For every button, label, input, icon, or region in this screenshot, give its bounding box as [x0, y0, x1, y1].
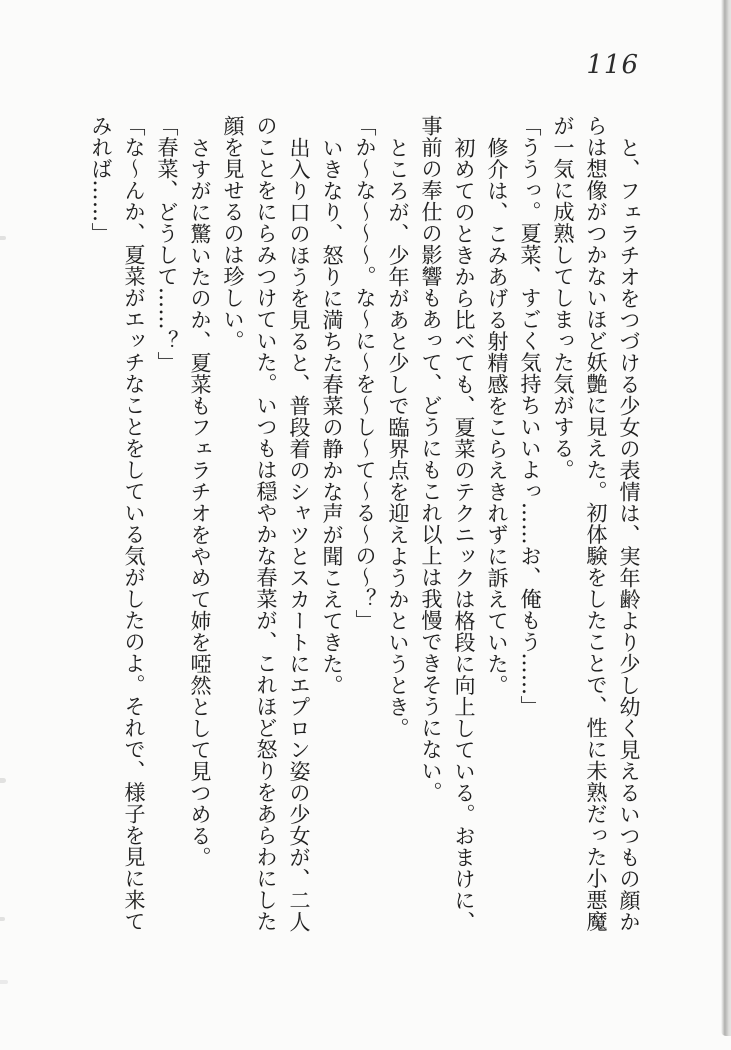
- text-line: さすがに驚いたのか、夏菜もフェラチオをやめて姉を啞然として見つめる。: [188, 137, 212, 868]
- text-line: らは想像がつかないほど妖艶に見えた。初体験をしたことで、性に未熟だった小悪魔: [584, 115, 608, 932]
- text-line: 初めてのときから比べても、夏菜のテクニックは格段に向上している。おまけに、: [452, 137, 476, 933]
- scan-speck: [0, 778, 6, 783]
- text-line: 顔を見せるのは珍しい。: [221, 115, 245, 352]
- text-block: [84, 115, 645, 939]
- text-line: 「な～んか、夏菜がエッチなことをしている気がしたのよ。それで、様子を見に来て: [122, 115, 146, 932]
- scan-speck: [0, 917, 5, 921]
- scan-speck: [0, 236, 6, 240]
- text-line: 出入り口のほうを見ると、普段着のシャツとスカートにエプロン姿の少女が、二人: [287, 137, 311, 933]
- text-line: 「か～な～～～。な～に～を～し～て～る～の～？」: [353, 115, 377, 631]
- page-number: 116: [586, 50, 639, 80]
- text-line: 修介は、こみあげる射精感をこらえきれずに訴えていた。: [485, 137, 509, 696]
- text-line: みれば……」: [89, 115, 113, 244]
- text-line: 「ううっ。夏菜、すごく気持ちいいよっ……お、俺もう……」: [518, 115, 542, 717]
- text-line: 「春菜、どうして……？」: [155, 115, 179, 373]
- text-line: 事前の奉仕の影響もあって、どうにもこれ以上は我慢できそうにない。: [419, 115, 443, 803]
- text-line: と、フェラチオをつづける少女の表情は、実年齢より少し幼く見えるいつもの顔か: [617, 137, 641, 933]
- text-line: いきなり、怒りに満ちた春菜の静かな声が聞こえてきた。: [320, 137, 344, 696]
- text-line: が一気に成熟してしまった気がする。: [551, 115, 575, 481]
- scan-speck: [0, 980, 8, 984]
- text-line: ところが、少年があと少しで臨界点を迎えようかというとき。: [386, 137, 410, 739]
- page-edge-shadow: [721, 0, 731, 1036]
- text-line: のことをにらみつけていた。いつもは穏やかな春菜が、これほど怒りをあらわにした: [254, 115, 278, 932]
